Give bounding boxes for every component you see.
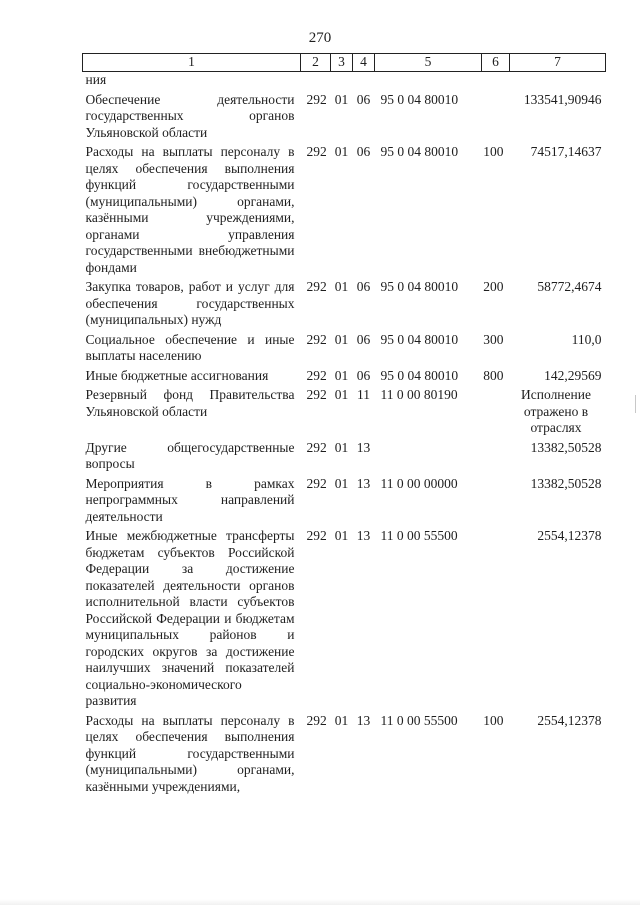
cell-target-article: 11 0 00 55500 (380, 712, 458, 728)
table-row (83, 72, 606, 92)
cell-section-code: 01 (334, 387, 349, 402)
cell-subsection-code: 06 (356, 279, 371, 294)
cell-ministry-code: 292 (306, 279, 327, 294)
cell-amount: 110,0 (571, 331, 602, 347)
cell-subsection-code: 06 (356, 144, 371, 159)
table-row (83, 387, 606, 440)
cell-subsection-code: 06 (356, 91, 371, 107)
cell-ministry-code: 292 (306, 439, 327, 455)
cell-name: Расходы на выплаты персоналу в целях обеспечения выполнения функций государственными (муниципальными) органами, казёнными учреждениями, органами управления государственными внебюджетными фондами (85, 144, 295, 275)
cell-subsection-code: 06 (356, 331, 371, 347)
table-row (83, 144, 606, 279)
cell-name: Другие общегосударственные вопросы (85, 439, 295, 471)
header-col-2: 2 (301, 54, 331, 72)
cell-subsection-code: 13 (356, 528, 371, 543)
cell-name: Иные межбюджетные трансферты бюджетам субъектов Российской Федерации за достижение показателей деятельности органов исполнительной власти субъектов Российской Федерации и бюджетам муниципальных районов и городских округов за достижение наилучших значений показателей социально-экономического развития (85, 528, 295, 708)
cell-target-article: 11 0 00 55500 (380, 528, 458, 543)
cell-amount: 133541,90946 (523, 91, 602, 107)
scan-mark (635, 395, 636, 413)
table-row (83, 713, 606, 799)
cell-amount: 58772,4674 (537, 279, 602, 294)
cell-section-code: 01 (334, 475, 349, 491)
header-col-3: 3 (331, 54, 353, 72)
cell-section-code: 01 (334, 279, 349, 294)
cell-expense-type (482, 528, 510, 713)
cell-ministry-code: 292 (306, 387, 327, 402)
budget-table (82, 53, 606, 798)
cell-target-article: 95 0 04 80010 (380, 91, 459, 107)
cell-target-article: 95 0 04 80010 (380, 367, 459, 383)
cell-subsection-code: 13 (356, 439, 371, 455)
cell-subsection-code: 13 (356, 712, 371, 728)
cell-name: ния (85, 72, 107, 87)
cell-subsection-code (353, 72, 375, 92)
table-row (83, 440, 606, 476)
cell-target-article: 95 0 04 80010 (380, 279, 459, 294)
cell-ministry-code: 292 (306, 91, 327, 107)
cell-amount: 2554,12378 (537, 712, 602, 728)
cell-name: Иные бюджетные ассигнования (85, 367, 269, 383)
cell-target-article: 11 0 00 80190 (380, 387, 458, 402)
cell-expense-type (482, 92, 510, 145)
table-row (83, 368, 606, 388)
scan-edge (0, 899, 640, 905)
cell-section-code: 01 (334, 367, 349, 383)
cell-section-code: 01 (334, 712, 349, 728)
cell-amount (510, 72, 606, 92)
cell-expense-type (482, 476, 510, 529)
cell-section-code: 01 (334, 91, 349, 107)
cell-expense-type: 200 (483, 279, 504, 294)
cell-section-code: 01 (334, 144, 349, 159)
cell-ministry-code: 292 (306, 144, 327, 159)
table-row (83, 279, 606, 332)
page-number: 270 (308, 30, 332, 46)
table-row (83, 528, 606, 713)
table-row (83, 92, 606, 145)
cell-name: Мероприятия в рамках непрограммных направлений деятельности (85, 475, 295, 524)
table-header-row (83, 54, 606, 72)
cell-expense-type (482, 440, 510, 476)
cell-name: Закупка товаров, работ и услуг для обеспечения государственных (муниципальных) нужд (85, 279, 295, 327)
cell-amount: 13382,50528 (530, 475, 602, 491)
cell-section-code: 01 (334, 439, 349, 455)
cell-amount: 74517,14637 (530, 144, 602, 159)
table-body (83, 72, 606, 799)
cell-ministry-code: 292 (306, 367, 327, 383)
cell-amount: Исполнение отражено в отраслях (521, 387, 591, 435)
header-col-6: 6 (482, 54, 510, 72)
cell-ministry-code: 292 (306, 475, 327, 491)
cell-expense-type: 100 (483, 712, 504, 728)
cell-subsection-code: 13 (356, 475, 371, 491)
cell-name: Социальное обеспечение и иные выплаты населению (85, 331, 295, 363)
cell-name: Обеспечение деятельности государственных органов Ульяновской области (85, 91, 295, 140)
header-col-1: 1 (83, 54, 301, 72)
header-col-5: 5 (375, 54, 482, 72)
cell-ministry-code: 292 (306, 712, 327, 728)
cell-expense-type: 300 (483, 331, 504, 347)
table-row (83, 332, 606, 368)
header-col-7: 7 (510, 54, 606, 72)
cell-target-article: 11 0 00 00000 (380, 475, 458, 491)
header-col-4: 4 (353, 54, 375, 72)
cell-ministry-code (301, 72, 331, 92)
cell-target-article (375, 440, 482, 476)
cell-ministry-code: 292 (306, 528, 327, 543)
cell-subsection-code: 11 (357, 387, 370, 402)
cell-target-article: 95 0 04 80010 (380, 331, 459, 347)
cell-name: Расходы на выплаты персоналу в целях обеспечения выполнения функций государственными (муниципальными) органами, казёнными учреждениями, (85, 712, 295, 794)
table-row (83, 476, 606, 529)
cell-ministry-code: 292 (306, 331, 327, 347)
cell-name: Резервный фонд Правительства Ульяновской области (85, 387, 295, 419)
cell-section-code: 01 (334, 331, 349, 347)
cell-section-code (331, 72, 353, 92)
cell-section-code: 01 (334, 528, 349, 543)
cell-amount: 2554,12378 (537, 528, 602, 543)
cell-expense-type: 800 (483, 367, 504, 383)
cell-amount: 13382,50528 (530, 439, 602, 455)
cell-target-article: 95 0 04 80010 (380, 144, 459, 159)
cell-expense-type (482, 387, 510, 440)
cell-expense-type (482, 72, 510, 92)
cell-subsection-code: 06 (356, 367, 371, 383)
cell-expense-type: 100 (483, 144, 504, 159)
cell-amount: 142,29569 (544, 367, 602, 383)
cell-target-article (375, 72, 482, 92)
